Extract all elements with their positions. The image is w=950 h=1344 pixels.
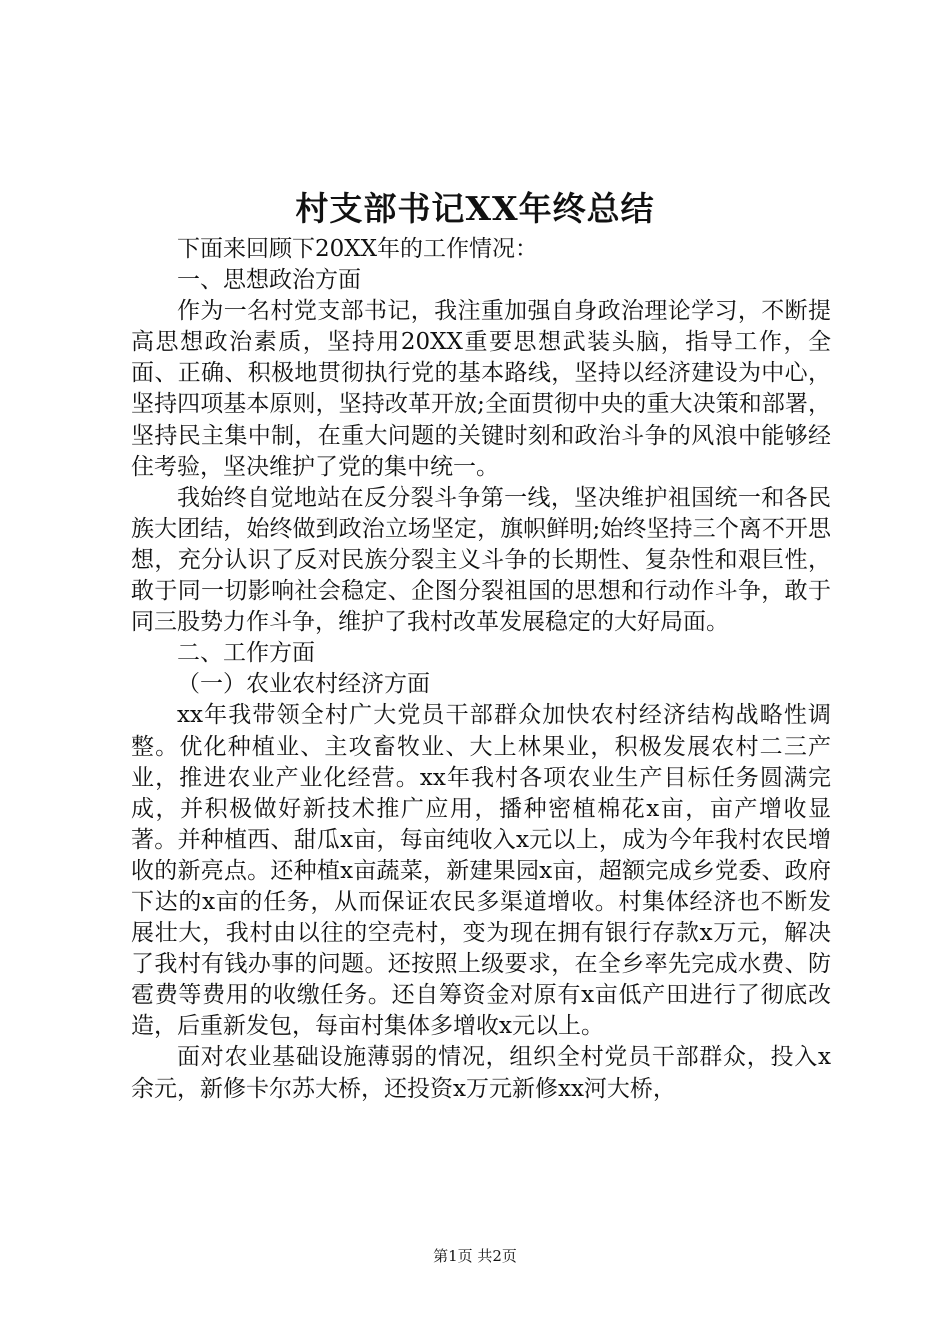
subsection-heading-agriculture: （一）农业农村经济方面: [177, 671, 430, 698]
document-body: [131, 234, 831, 1105]
paragraph: 我始终自觉地站在反分裂斗争第一线，坚决维护祖国统一和各民族大团结，始终做到政治立场坚定，旗帜鲜明;始终坚持三个离不开思想，充分认识了反对民族分裂主义斗争的长期性、复杂性和艰巨性，敢于同一切影响社会稳定、企图分裂祖国的思想和行动作斗争，敢于同三股势力作斗争，维护了我村改革发展稳定的大好局面。: [131, 484, 831, 636]
section-heading-work: 二、工作方面: [177, 640, 315, 667]
paragraph: xx年我带领全村广大党员干部群众加快农村经济结构战略性调整。优化种植业、主攻畜牧业、大上林果业，积极发展农村二三产业，推进农业产业化经营。xx年我村各项农业生产目标任务圆满完成，并积极做好新技术推广应用，播种密植棉花x亩，亩产增收显著。并种植西、甜瓜x亩，每亩纯收入x元以上，成为今年我村农民增收的新亮点。还种植x亩蔬菜，新建果园x亩，超额完成乡党委、政府下达的x亩的任务，从而保证农民多渠道增收。村集体经济也不断发展壮大，我村由以往的空壳村，变为现在拥有银行存款x万元，解决了我村有钱办事的问题。还按照上级要求，在全乡率先完成水费、防雹费等费用的收缴任务。还自筹资金对原有x亩低产田进行了彻底改造，后重新发包，每亩村集体多增收x元以上。: [131, 702, 831, 1040]
paragraph: 作为一名村党支部书记，我注重加强自身政治理论学习，不断提高思想政治素质，坚持用20XX重要思想武装头脑，指导工作，全面、正确、积极地贯彻执行党的基本路线，坚持以经济建设为中心，坚持四项基本原则，坚持改革开放;全面贯彻中央的重大决策和部署，坚持民主集中制，在重大问题的关键时刻和政治斗争的风浪中能够经住考验，坚决维护了党的集中统一。: [131, 298, 831, 480]
document-title: 村支部书记XX年终总结: [295, 189, 655, 228]
page-footer: 第1页 共2页: [433, 1247, 517, 1265]
section-heading-ideology: 一、思想政治方面: [177, 267, 361, 294]
paragraph: 面对农业基础设施薄弱的情况，组织全村党员干部群众，投入x余元，新修卡尔苏大桥，还投资x万元新修xx河大桥，: [131, 1044, 831, 1102]
paragraph-intro: 下面来回顾下20XX年的工作情况：: [177, 236, 539, 262]
